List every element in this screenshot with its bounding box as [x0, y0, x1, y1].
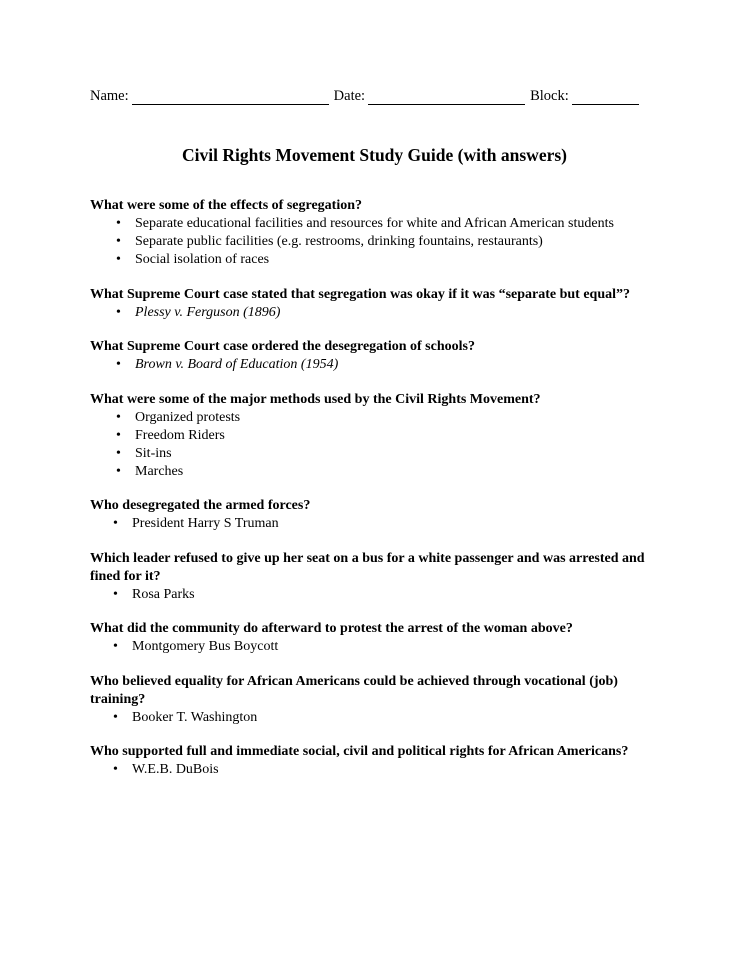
answer-item	[90, 427, 665, 445]
answer-item	[90, 304, 665, 322]
question-text: What Supreme Court case ordered the desegregation of schools?	[90, 339, 475, 354]
bullet-icon: •	[116, 216, 121, 231]
answer-list	[90, 409, 665, 481]
bullet-icon: •	[116, 463, 121, 479]
question-block	[90, 497, 665, 533]
date-blank	[368, 90, 525, 105]
bullet-icon: •	[113, 639, 118, 654]
answer-list	[90, 215, 665, 269]
answer-text: Brown v. Board of Education (1954)	[135, 357, 339, 372]
bullet-icon: •	[116, 304, 121, 320]
date-label: Date:	[333, 88, 366, 104]
question-text: What were some of the effects of segregation?	[90, 198, 363, 213]
question-block	[90, 391, 665, 481]
answer-text: W.E.B. DuBois	[132, 762, 219, 777]
answer-item	[90, 251, 665, 269]
answer-text: Freedom Riders	[135, 427, 225, 443]
answer-list	[90, 515, 665, 533]
question-block	[90, 197, 665, 269]
bullet-icon: •	[113, 516, 118, 531]
answer-item	[90, 445, 665, 463]
answer-text: Separate educational facilities and resources for white and African American students	[135, 216, 614, 231]
bullet-icon: •	[116, 445, 121, 461]
answer-text: Plessy v. Ferguson (1896)	[135, 304, 281, 320]
question-block	[90, 338, 665, 374]
question-block	[90, 673, 665, 727]
answer-text: Booker T. Washington	[132, 709, 258, 725]
answer-text: Montgomery Bus Boycott	[132, 639, 279, 654]
bullet-icon: •	[113, 762, 118, 777]
answer-text: Social isolation of races	[135, 252, 270, 267]
question-text: What did the community do afterward to protest the arrest of the woman above?	[90, 621, 573, 636]
answer-list	[90, 304, 665, 322]
question-block	[90, 743, 665, 779]
answer-list	[90, 709, 665, 727]
bullet-icon: •	[116, 357, 121, 372]
answer-text: Separate public facilities (e.g. restrooms, drinking fountains, restaurants)	[135, 234, 543, 249]
question-list	[90, 197, 665, 796]
question-text: What Supreme Court case stated that segregation was okay if it was “separate but equal”?	[90, 286, 631, 302]
bullet-icon: •	[116, 409, 121, 425]
bullet-icon: •	[116, 252, 121, 267]
question-block	[90, 286, 665, 322]
answer-text: Rosa Parks	[132, 586, 195, 602]
answer-item	[90, 586, 665, 604]
answer-item	[90, 409, 665, 427]
question-block	[90, 620, 665, 656]
question-text: Which leader refused to give up her seat on a bus for a white passenger and was arrested and fined for it?	[90, 550, 645, 584]
bullet-icon: •	[113, 709, 118, 725]
answer-text: President Harry S Truman	[132, 516, 279, 531]
answer-item	[90, 709, 665, 727]
answer-item	[90, 638, 665, 656]
bullet-icon: •	[113, 586, 118, 602]
block-label: Block:	[530, 88, 569, 104]
answer-list	[90, 356, 665, 374]
answer-item	[90, 761, 665, 779]
answer-item	[90, 515, 665, 533]
question-text: Who desegregated the armed forces?	[90, 498, 311, 513]
answer-text: Marches	[135, 463, 184, 479]
name-blank	[132, 90, 329, 105]
question-block	[90, 550, 665, 604]
answer-list	[90, 761, 665, 779]
answer-text: Sit-ins	[135, 445, 172, 461]
page-title: Civil Rights Movement Study Guide (with answers)	[181, 145, 567, 165]
bullet-icon: •	[116, 427, 121, 443]
answer-item	[90, 233, 665, 251]
block-blank	[572, 90, 639, 105]
question-text: What were some of the major methods used by the Civil Rights Movement?	[90, 391, 541, 407]
answer-item	[90, 215, 665, 233]
question-text: Who supported full and immediate social, civil and political rights for African Americans?	[90, 744, 629, 759]
bullet-icon: •	[116, 234, 121, 249]
answer-list	[90, 586, 665, 604]
question-text: Who believed equality for African Americans could be achieved through vocational (job) training?	[90, 673, 618, 707]
name-label: Name:	[90, 88, 129, 104]
answer-item	[90, 356, 665, 374]
header-fields	[90, 88, 660, 105]
answer-item	[90, 463, 665, 481]
answer-text: Organized protests	[135, 409, 241, 425]
answer-list	[90, 638, 665, 656]
